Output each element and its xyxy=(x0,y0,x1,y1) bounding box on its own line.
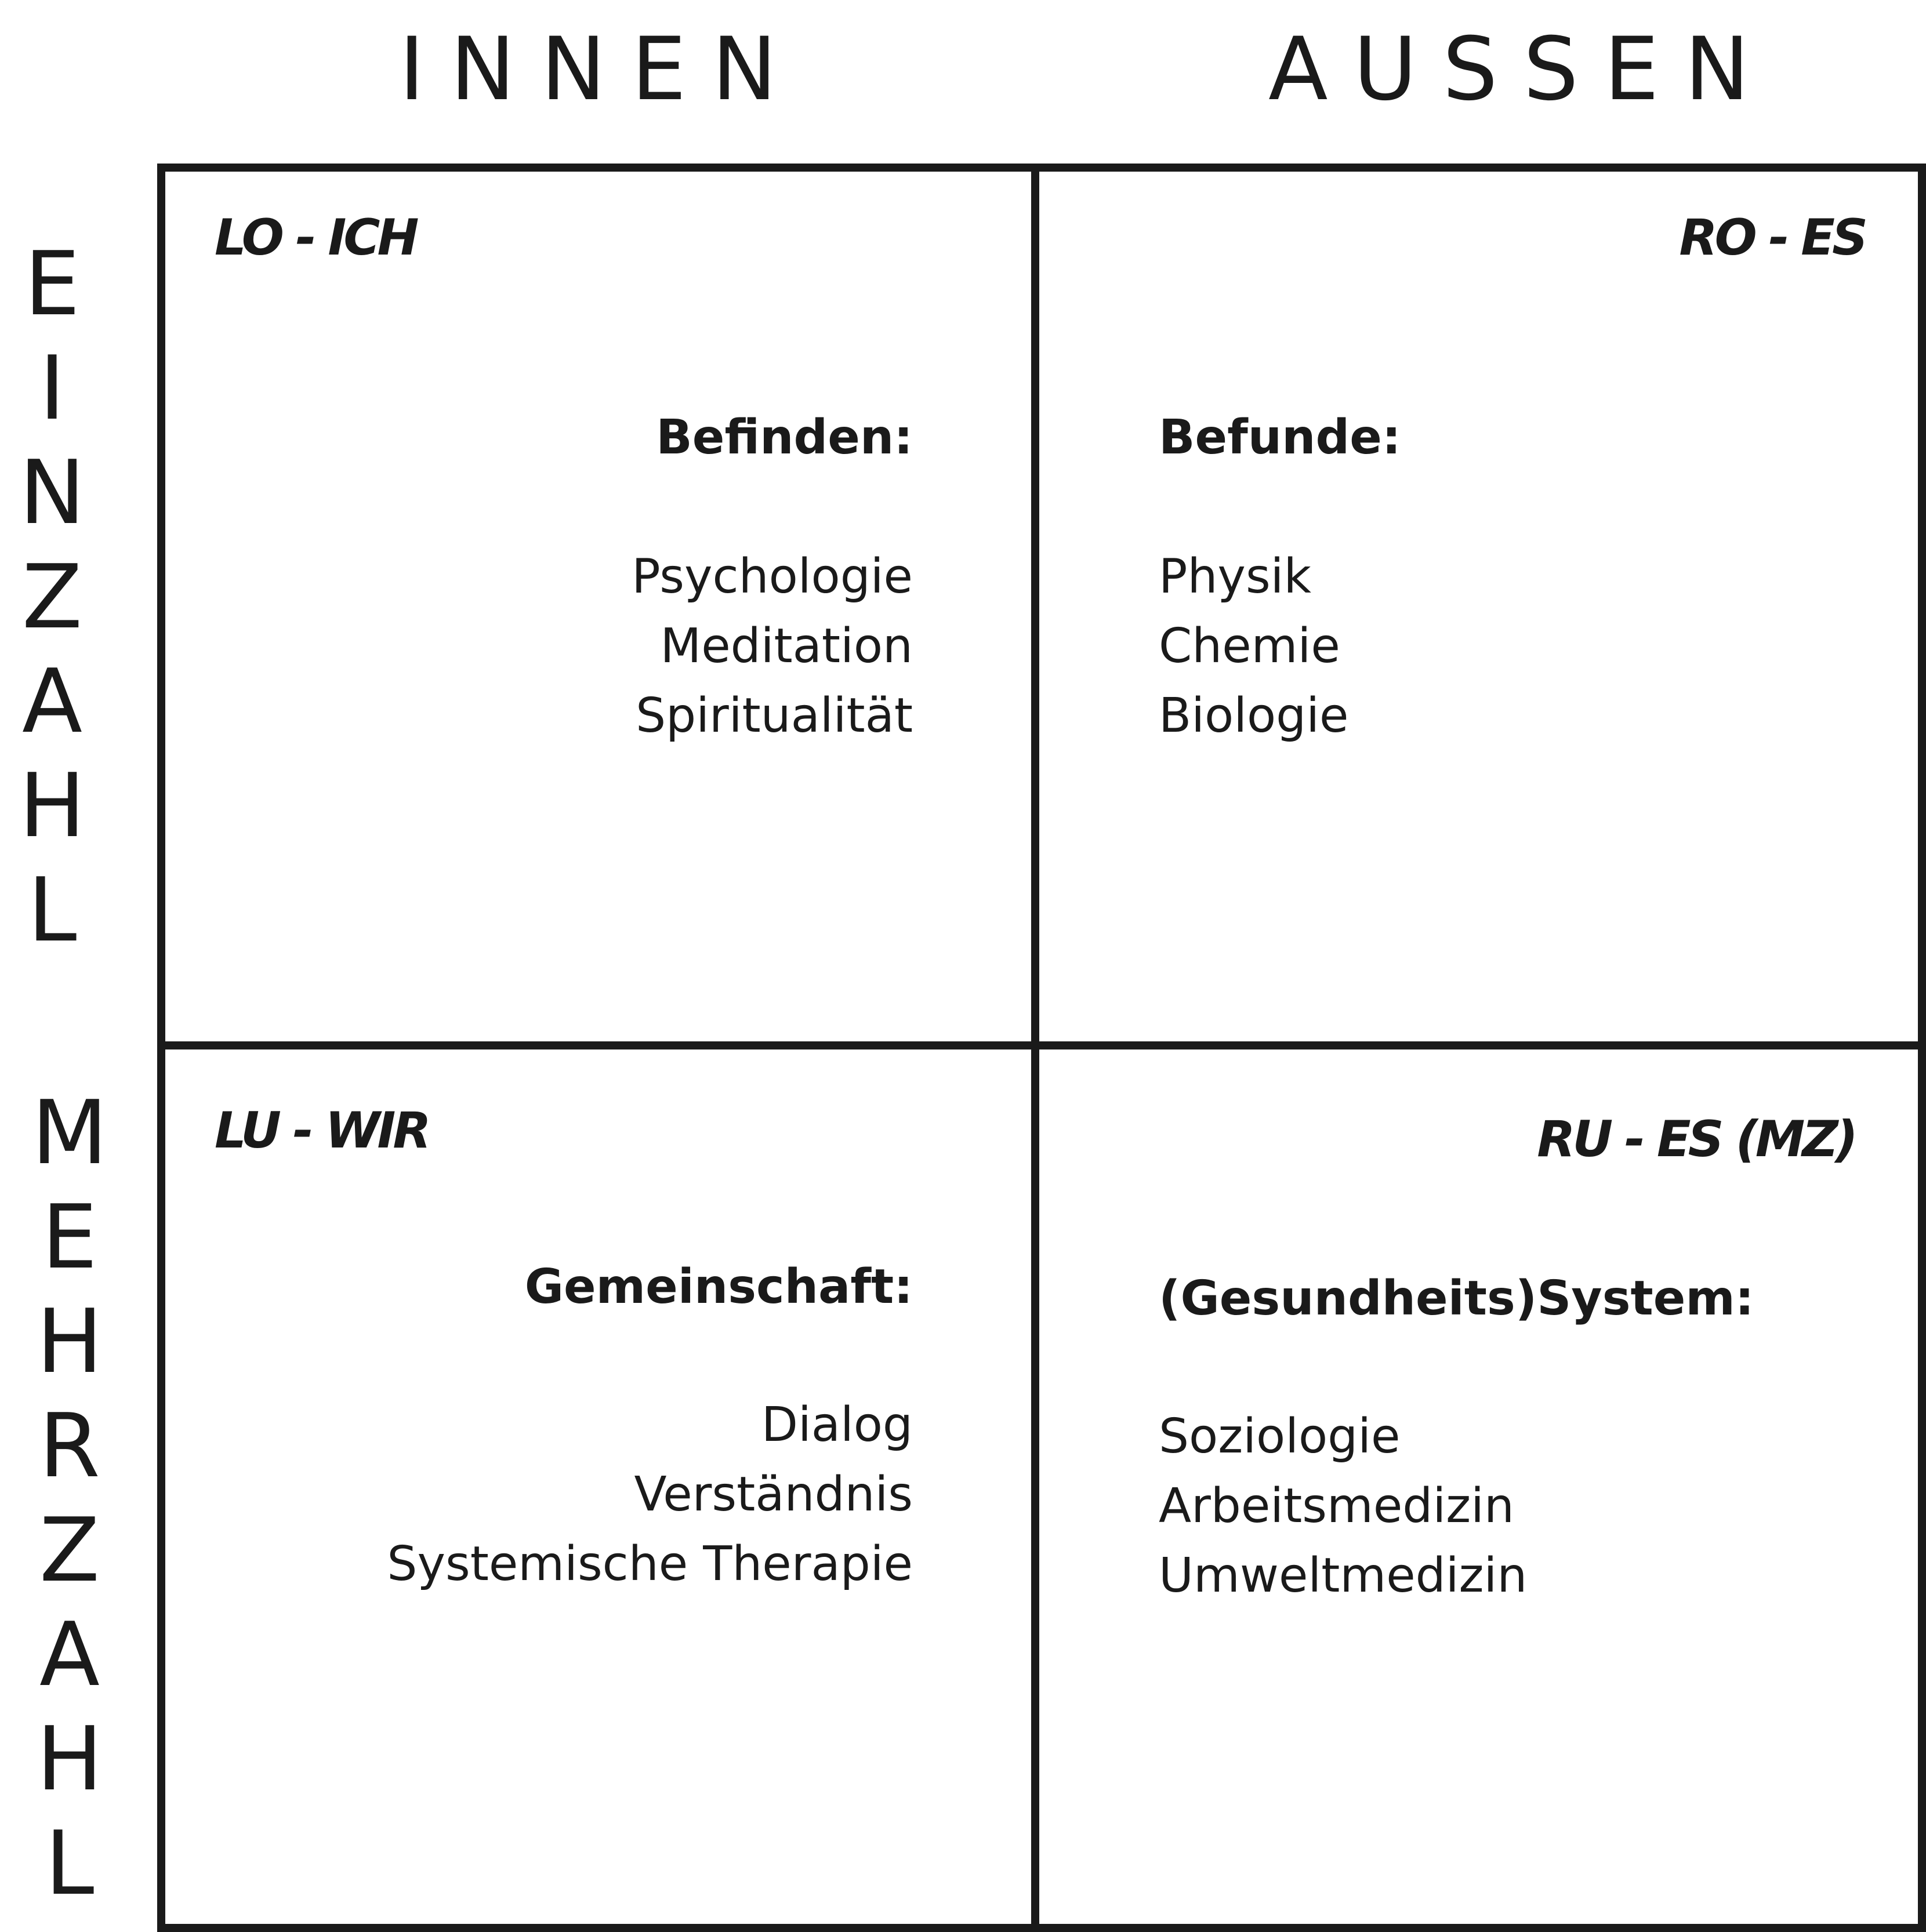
quadrant-code-ru: RU - ES (MZ) xyxy=(1537,1110,1855,1168)
row-letter: E xyxy=(24,233,81,335)
row-header-einzahl xyxy=(0,232,104,963)
quadrant-code-lu: LU - WIR xyxy=(215,1102,429,1160)
row-letter: L xyxy=(27,859,77,961)
quadrant-code-lo: LO - ICH xyxy=(215,209,416,267)
row-letter: N xyxy=(19,441,85,544)
list-item: Psychologie xyxy=(632,549,913,604)
list-item: Chemie xyxy=(1159,619,1340,674)
list-item: Systemische Therapie xyxy=(387,1537,913,1592)
list-item: Meditation xyxy=(660,619,913,674)
list-item: Arbeitsmedizin xyxy=(1159,1479,1514,1534)
row-letter: R xyxy=(39,1394,100,1497)
quadrant-code-ro: RO - ES xyxy=(1679,209,1865,267)
row-letter: E xyxy=(41,1186,98,1288)
list-item: Umweltmedizin xyxy=(1159,1548,1528,1603)
list-item: Verständnis xyxy=(634,1467,913,1522)
row-letter: H xyxy=(19,754,86,857)
quadrant-list-lu xyxy=(387,1390,913,1599)
quadrant-title-lu: Gemeinschaft: xyxy=(524,1259,913,1314)
column-header-innen: INNEN xyxy=(399,19,803,120)
row-letter: Z xyxy=(39,1499,100,1601)
row-letter: H xyxy=(36,1290,103,1393)
quadrant-title-ru: (Gesundheits)System: xyxy=(1159,1271,1754,1326)
row-letter: A xyxy=(39,1603,100,1706)
row-letter: Z xyxy=(21,546,83,648)
list-item: Biologie xyxy=(1159,688,1349,743)
quadrant-title-lo: Befinden: xyxy=(656,410,913,465)
quadrant-title-ro: Befunde: xyxy=(1159,410,1401,465)
list-item: Soziologie xyxy=(1159,1409,1401,1464)
row-letter: I xyxy=(39,337,66,440)
quadrant-list-lo xyxy=(632,542,913,751)
list-item: Physik xyxy=(1159,549,1311,604)
list-item: Dialog xyxy=(761,1397,913,1452)
row-header-mehrzahl xyxy=(17,1081,122,1916)
row-letter: H xyxy=(36,1708,103,1810)
list-item: Spiritualität xyxy=(636,688,913,743)
quadrant-list-ru xyxy=(1159,1402,1527,1611)
row-letter: M xyxy=(31,1081,108,1184)
quadrant-list-ro xyxy=(1159,542,1348,751)
row-letter: A xyxy=(22,650,82,753)
horizontal-divider xyxy=(157,1041,1926,1049)
column-header-aussen: AUSSEN xyxy=(1268,19,1775,120)
row-letter: L xyxy=(45,1812,95,1915)
